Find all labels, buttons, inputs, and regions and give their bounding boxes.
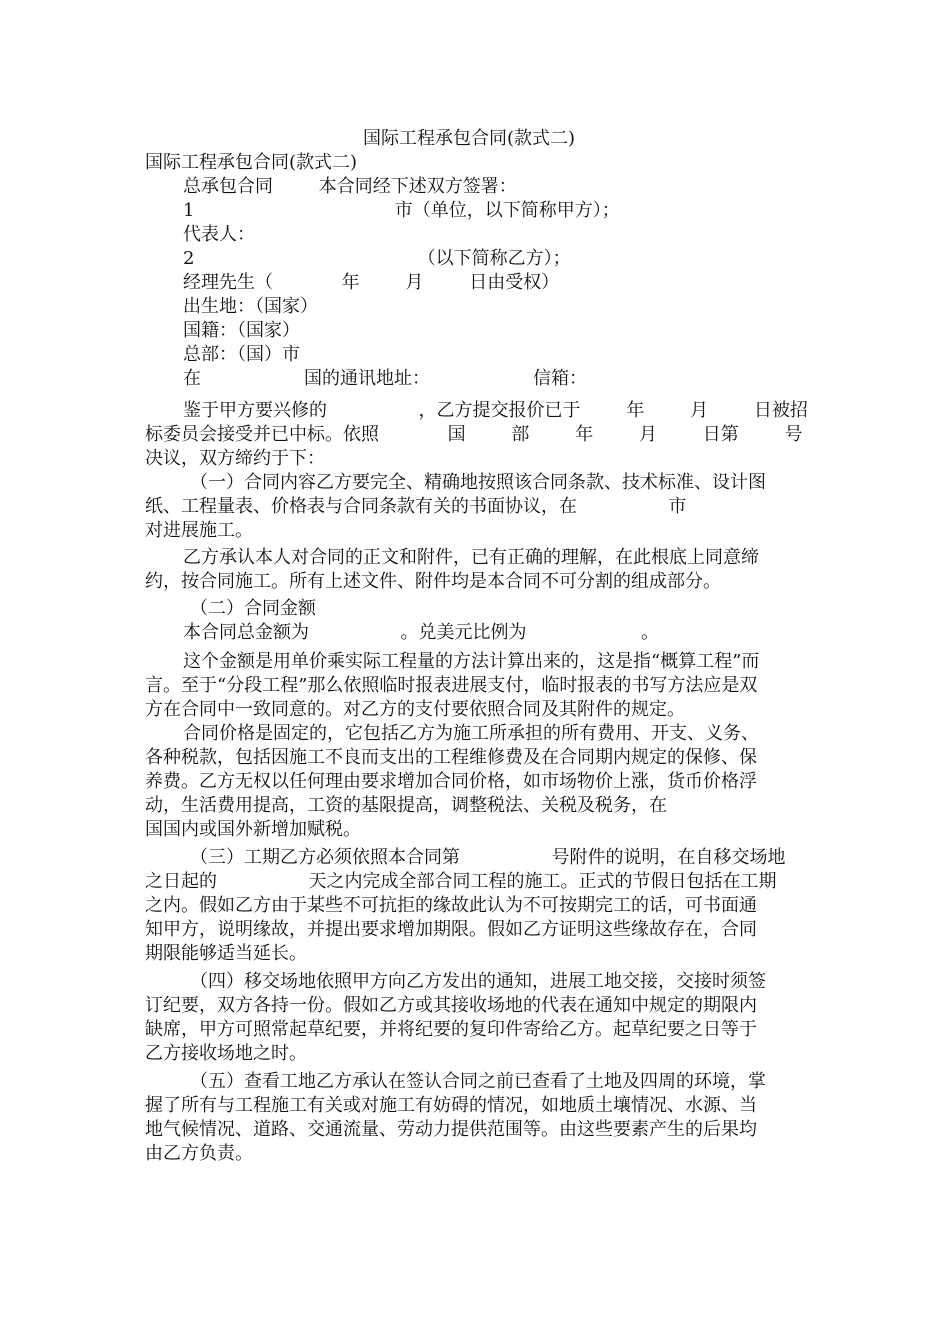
text-line: 握了所有与工程施工有关或对施工有妨碍的情况，如地质土壤情况、水源、当 (145, 1095, 757, 1116)
text-line: 养费。乙方无权以任何理由要求增加合同价格，如市场物价上涨，货币价格浮 (145, 771, 757, 792)
text-line: 这个金额是用单价乘实际工程量的方法计算出来的，这是指“概算工程”而 (183, 651, 760, 672)
text-line: 之日起的 天之内完成全部合同工程的施工。正式的节假日包括在工期 (145, 871, 777, 892)
text-line: 约，按合同施工。所有上述文件、附件均是本合同不可分割的组成部分。 (145, 571, 721, 592)
text-line: 地气候情况、道路、交通流量、劳动力提供范围等。由这些要素产生的后果均 (145, 1119, 757, 1140)
text-line: 缺席，甲方可照常起草纪要，并将纪要的复印件寄给乙方。起草纪要之日等于 (145, 1019, 757, 1040)
text-line: 国国内或国外新增加赋税。 (145, 819, 361, 840)
text-line: 决议，双方缔约于下： (145, 448, 325, 469)
text-line: （一）合同内容乙方要完全、精确地按照该合同条款、技术标准、设计图 (190, 472, 766, 493)
text-line: 国籍：（国家） (183, 320, 300, 341)
text-line: 出生地：（国家） (183, 296, 318, 317)
text-line: （四）移交场地依照甲方向乙方发出的通知，进展工地交接，交接时须签 (190, 971, 766, 992)
text-line: 订纪要，双方各持一份。假如乙方或其接收场地的代表在通知中规定的期限内 (145, 995, 757, 1016)
text-line: 之内。假如乙方由于某些不可抗拒的缘故此认为不可按期完工的话，可书面通 (145, 895, 757, 916)
text-line: 各种税款，包括因施工不良而支出的工程维修费及在合同期内规定的保修、保 (145, 747, 757, 768)
text-line: 鉴于甲方要兴修的 ，乙方提交报价已于 年 月 日被招 (183, 400, 808, 421)
text-line: 总部：（国）市 (183, 344, 300, 365)
text-line: 知甲方，说明缘故，并提出要求增加期限。假如乙方证明这些缘故存在，合同 (145, 919, 757, 940)
text-line: 期限能够适当延长。 (145, 943, 307, 964)
text-line: 本合同总金额为 。兑美元比例为 。 (183, 622, 659, 643)
text-line: 1 市（单位，以下简称甲方）； (183, 200, 620, 221)
text-line: 乙方承认本人对合同的正文和附件，已有正确的理解，在此根底上同意缔 (183, 547, 759, 568)
text-line: 动，生活费用提高，工资的基限提高，调整税法、关税及税务，在 (145, 795, 667, 816)
text-line: （二）合同金额 (190, 598, 316, 619)
header-title: 国际工程承包合同(款式二) (363, 128, 576, 149)
text-line: 由乙方负责。 (145, 1143, 253, 1164)
text-line: 乙方接收场地之时。 (145, 1043, 307, 1064)
text-line: 合同价格是固定的，它包括乙方为施工所承担的所有费用、开支、义务、 (183, 723, 759, 744)
text-line: 经理先生（ 年 月 日由受权） (183, 272, 560, 293)
text-line: 代表人： (183, 224, 255, 245)
text-line: 2 （以下简称乙方）； (183, 248, 571, 269)
text-line: （三）工期乙方必须依照本合同第 号附件的说明，在自移交场地 (190, 847, 786, 868)
text-line: 标委员会接受并已中标。依照 国 部 年 月 日第 号 (145, 424, 803, 445)
text-line: 对进展施工。 (145, 520, 253, 541)
text-line: 言。至于“分段工程”那么依照临时报表进展支付，临时报表的书写方法应是双 (145, 675, 758, 696)
text-line: 纸、工程量表、价格表与合同条款有关的书面协议，在 市 (145, 496, 687, 517)
text-line: 在 国的通讯地址： 信箱： (183, 368, 587, 389)
text-line: 总承包合同 本合同经下述双方签署： (183, 176, 517, 197)
text-line: （五）查看工地乙方承认在签认合同之前已查看了土地及四周的环境，掌 (190, 1071, 766, 1092)
text-line: 方在合同中一致同意的。对乙方的支付要依照合同及其附件的规定。 (145, 699, 685, 720)
text-line: 国际工程承包合同(款式二) (145, 152, 358, 173)
